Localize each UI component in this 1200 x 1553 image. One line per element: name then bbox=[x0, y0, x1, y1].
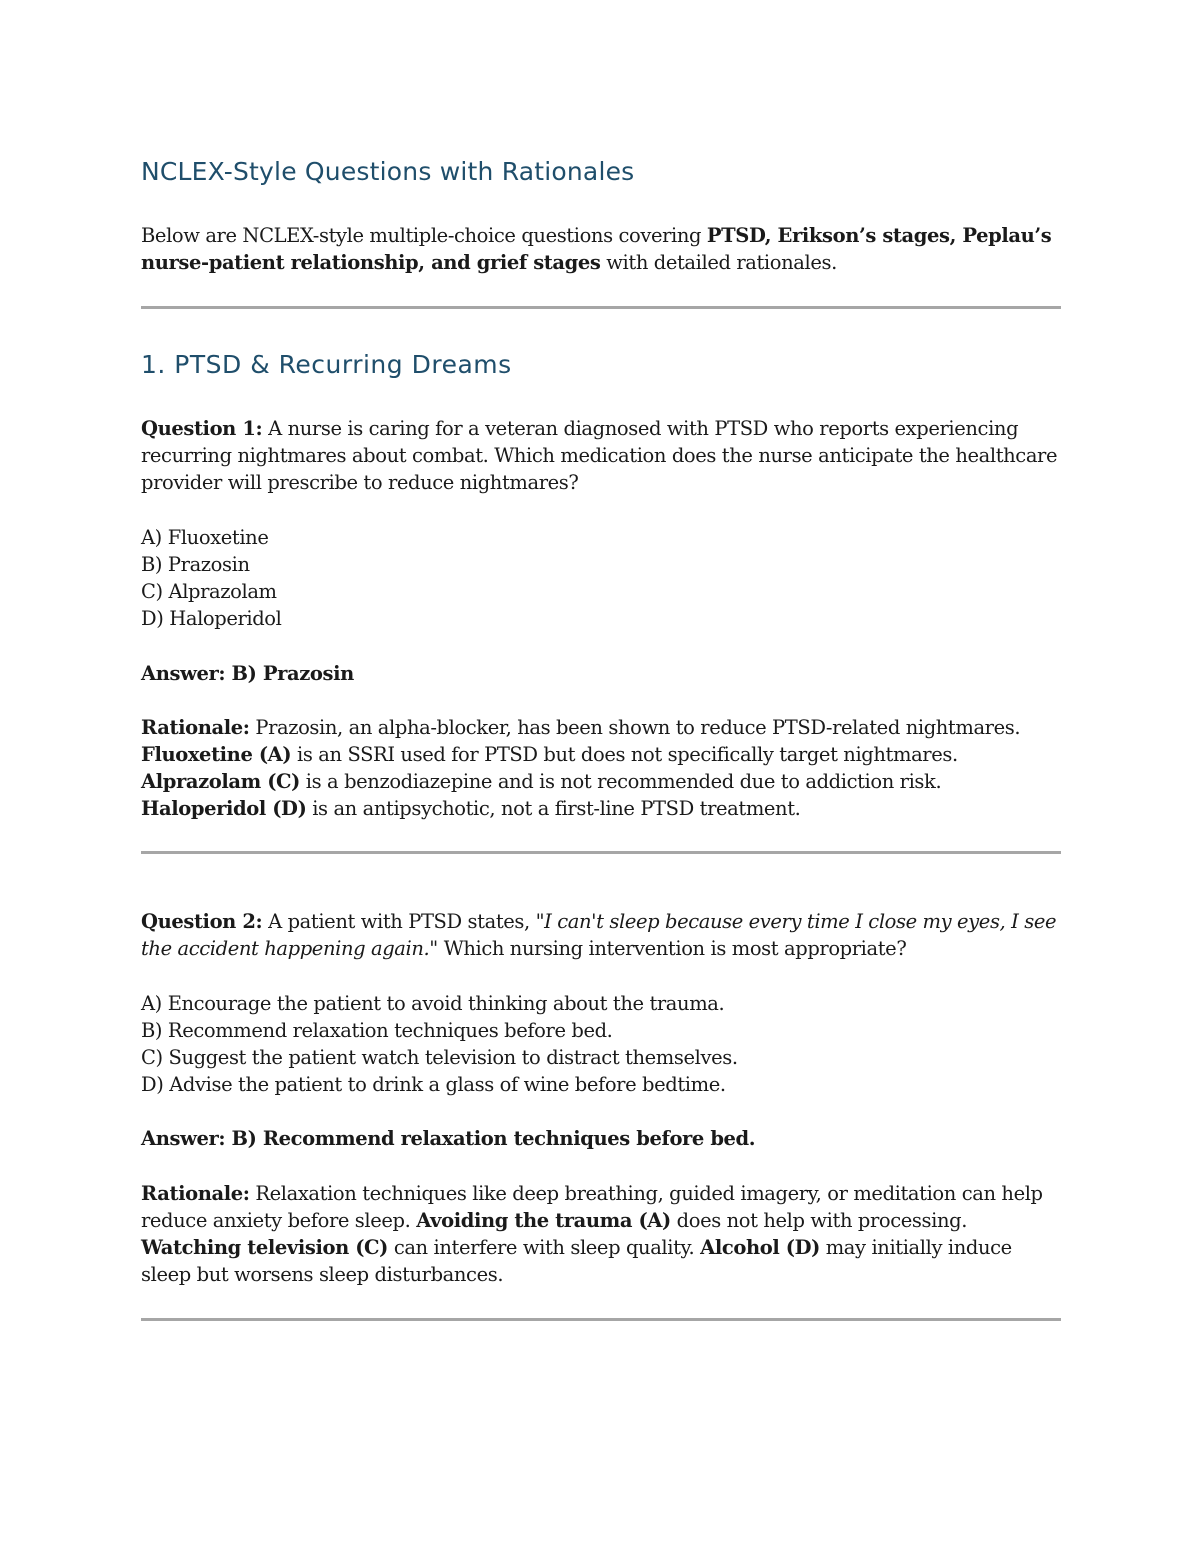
rationale-bold: Alprazolam (C) bbox=[141, 770, 300, 793]
answer-text: Answer: B) Recommend relaxation techniques before bed. bbox=[141, 1127, 756, 1150]
rationale-text: may initially induce sleep but worsens sleep disturbances. bbox=[141, 1236, 1012, 1286]
option-d: D) Haloperidol bbox=[141, 607, 282, 630]
option-b: B) Prazosin bbox=[141, 553, 250, 576]
rationale-text: Prazosin, an alpha-blocker, has been shown to reduce PTSD-related nightmares. bbox=[249, 716, 1021, 739]
question-1-answer bbox=[141, 660, 1061, 687]
section-heading: 1. PTSD & Recurring Dreams bbox=[141, 350, 512, 379]
option-d: D) Advise the patient to drink a glass of wine before bedtime. bbox=[141, 1073, 726, 1096]
rationale-label: Rationale: bbox=[141, 716, 250, 739]
answer-text: Answer: B) Prazosin bbox=[141, 662, 354, 685]
option-b: B) Recommend relaxation techniques before bed. bbox=[141, 1019, 613, 1042]
patient-quote: "I can't sleep because every time I close my eyes, I see the accident happening again." bbox=[141, 910, 1057, 960]
intro-text-end: with detailed rationales. bbox=[600, 251, 837, 274]
option-a: A) Fluoxetine bbox=[141, 526, 269, 549]
question-2 bbox=[141, 908, 1061, 962]
question-2-text: A patient with PTSD states, bbox=[262, 910, 536, 933]
rationale-bold: Fluoxetine (A) bbox=[141, 743, 292, 766]
rationale-text: is an antipsychotic, not a first-line PTSD treatment. bbox=[306, 797, 801, 820]
question-1 bbox=[141, 415, 1061, 496]
rationale-text: can interfere with sleep quality. bbox=[388, 1236, 701, 1259]
rationale-text: is a benzodiazepine and is not recommended due to addiction risk. bbox=[300, 770, 942, 793]
intro-text: Below are NCLEX-style multiple-choice questions covering bbox=[141, 224, 707, 247]
question-1-options bbox=[141, 524, 1061, 632]
divider bbox=[141, 306, 1061, 309]
rationale-bold: Watching television (C) bbox=[141, 1236, 389, 1259]
question-2-text-end: Which nursing intervention is most appropriate? bbox=[437, 937, 907, 960]
intro-paragraph bbox=[141, 222, 1061, 276]
question-2-rationale bbox=[141, 1180, 1061, 1288]
question-2-answer bbox=[141, 1125, 1061, 1152]
question-2-options bbox=[141, 990, 1061, 1098]
document-title: NCLEX-Style Questions with Rationales bbox=[141, 157, 635, 186]
rationale-text: Relaxation techniques like deep breathing, guided imagery, or meditation can help reduce anxiety before sleep. bbox=[141, 1182, 1043, 1232]
option-c: C) Suggest the patient watch television to distract themselves. bbox=[141, 1046, 738, 1069]
rationale-bold: Haloperidol (D) bbox=[141, 797, 307, 820]
question-2-label: Question 2: bbox=[141, 910, 263, 933]
intro-topics: PTSD, Erikson’s stages, Peplau’s nurse-patient relationship, and grief stages bbox=[141, 224, 1052, 274]
rationale-label: Rationale: bbox=[141, 1182, 250, 1205]
question-1-rationale bbox=[141, 714, 1061, 822]
option-a: A) Encourage the patient to avoid thinking about the trauma. bbox=[141, 992, 725, 1015]
divider bbox=[141, 1318, 1061, 1321]
rationale-bold: Avoiding the trauma (A) bbox=[416, 1209, 671, 1232]
question-1-text: A nurse is caring for a veteran diagnosed with PTSD who reports experiencing recurring nightmares about combat. Which medication does the nurse anticipate the healthcare provider will prescribe to reduce nightmares? bbox=[141, 417, 1058, 494]
rationale-text: is an SSRI used for PTSD but does not specifically target nightmares. bbox=[291, 743, 958, 766]
rationale-bold: Alcohol (D) bbox=[700, 1236, 820, 1259]
option-c: C) Alprazolam bbox=[141, 580, 277, 603]
question-1-label: Question 1: bbox=[141, 417, 263, 440]
divider bbox=[141, 851, 1061, 854]
rationale-text: does not help with processing. bbox=[670, 1209, 967, 1232]
